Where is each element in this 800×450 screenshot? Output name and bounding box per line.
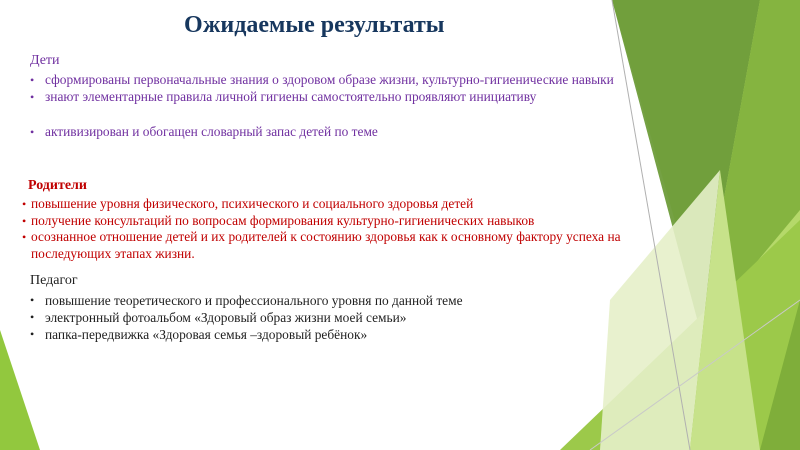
list-item-text: получение консультаций по вопросам формирования культурно-гигиенических навыков	[31, 212, 535, 228]
list-item	[30, 292, 630, 309]
list-item-text: электронный фотоальбом «Здоровый образ жизни моей семьи»	[45, 310, 407, 325]
bullet-icon: •	[30, 310, 35, 324]
bullet-icon: •	[30, 89, 35, 104]
list-item	[30, 309, 630, 326]
list-item	[30, 124, 640, 141]
bullet-icon: •	[22, 230, 27, 244]
children-section	[30, 52, 640, 141]
list-item	[22, 212, 642, 230]
teacher-list	[30, 292, 630, 343]
parents-list	[22, 196, 642, 262]
parents-section	[22, 177, 642, 262]
list-item-text: знают элементарные правила личной гигиены самостоятельно проявляют инициативу	[45, 88, 537, 104]
bullet-icon: •	[30, 293, 35, 307]
children-heading: Дети	[30, 53, 60, 68]
slide-title: Ожидаемые результаты	[184, 12, 445, 38]
list-item	[22, 229, 642, 262]
teacher-section	[30, 272, 630, 343]
parents-heading: Родители	[28, 178, 87, 193]
list-item-text: повышение уровня физического, психического и социального здоровья детей	[31, 196, 474, 211]
children-list	[30, 72, 640, 141]
list-item-text: сформированы первоначальные знания о здоровом образе жизни, культурно-гигиенические навыки	[45, 72, 614, 87]
bullet-icon: •	[22, 213, 27, 228]
left-green-triangle	[0, 330, 40, 450]
list-item-text: повышение теоретического и профессионального уровня по данной теме	[45, 293, 463, 308]
list-item-text: активизирован и обогащен словарный запас детей по теме	[45, 124, 378, 139]
bullet-icon: •	[30, 125, 35, 139]
list-item	[22, 196, 642, 213]
list-item	[30, 326, 630, 343]
list-item	[30, 72, 640, 89]
bullet-icon: •	[30, 327, 35, 341]
bullet-icon: •	[22, 197, 27, 211]
teacher-heading: Педагог	[30, 273, 78, 288]
bullet-icon: •	[30, 73, 35, 87]
list-item-text: осознанное отношение детей и их родителей к состоянию здоровья как к основному фактору успеха на последующих этапах жизни.	[31, 229, 621, 261]
list-item-text: папка-передвижка «Здоровая семья –здоровый ребёнок»	[45, 327, 368, 342]
list-item	[30, 88, 640, 106]
